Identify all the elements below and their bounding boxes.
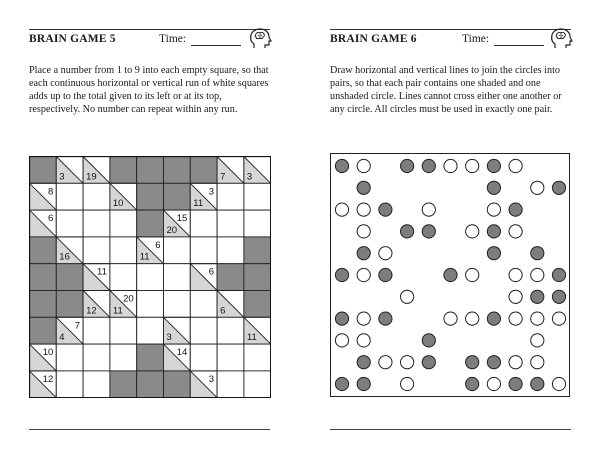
- kakuro-cell: [244, 157, 271, 184]
- unshaded-circle[interactable]: [357, 268, 370, 281]
- kakuro-cell: [164, 371, 191, 398]
- kakuro-cell: [30, 183, 57, 210]
- empty-cell[interactable]: [56, 183, 83, 210]
- empty-cell[interactable]: [244, 183, 271, 210]
- kakuro-cell[interactable]: [244, 371, 271, 398]
- kakuro-cell[interactable]: [244, 210, 271, 237]
- shaded-circle[interactable]: [487, 181, 500, 194]
- kakuro-cell: [137, 183, 164, 210]
- blocked-cell: [56, 291, 83, 318]
- empty-cell[interactable]: [137, 291, 164, 318]
- kakuro-cell[interactable]: [217, 371, 244, 398]
- kakuro-cell: [110, 183, 137, 210]
- kakuro-cell: [56, 317, 83, 344]
- unshaded-circle[interactable]: [357, 159, 370, 172]
- unshaded-circle[interactable]: [379, 247, 392, 260]
- empty-cell[interactable]: [217, 344, 244, 371]
- kakuro-cell: [244, 291, 271, 318]
- clue-across: 14: [176, 347, 188, 359]
- empty-cell[interactable]: [190, 317, 217, 344]
- kakuro-cell: [30, 210, 57, 237]
- kakuro-cell: [56, 291, 83, 318]
- clue-across: 15: [176, 213, 188, 225]
- shaded-circle[interactable]: [444, 268, 457, 281]
- clue-across: 6: [48, 213, 54, 225]
- kakuro-cell: [56, 237, 83, 264]
- unshaded-circle[interactable]: [509, 290, 522, 303]
- right-instructions: Draw horizontal and vertical lines to join the circles into pairs, so that each pair contains one shaded and one unshaded circle. Lines cannot cross either one another or any circle. All circles must be used in exactly one pair.: [330, 65, 562, 115]
- kakuro-cell: [110, 291, 137, 318]
- kakuro-cell: [217, 291, 244, 318]
- kakuro-cell[interactable]: [83, 210, 110, 237]
- shaded-circle[interactable]: [357, 247, 370, 260]
- unshaded-circle[interactable]: [357, 334, 370, 347]
- clue-across: 11: [97, 266, 107, 278]
- unshaded-circle[interactable]: [531, 312, 544, 325]
- blocked-cell: [110, 371, 137, 398]
- shaded-circle[interactable]: [335, 159, 348, 172]
- kakuro-cell[interactable]: [110, 344, 137, 371]
- kakuro-cell[interactable]: [83, 344, 110, 371]
- blocked-cell: [217, 264, 244, 291]
- clue-down: 7: [220, 171, 226, 183]
- left-instructions: Place a number from 1 to 9 into each empty square, so that each continuous horizontal or vertical run of white squares adds up to the total given to its left or at its top, respectively. No number can repeat within any run.: [29, 65, 269, 115]
- kakuro-cell: [190, 264, 217, 291]
- unshaded-circle[interactable]: [422, 203, 435, 216]
- kakuro-cell: [83, 291, 110, 318]
- empty-cell[interactable]: [110, 237, 137, 264]
- empty-cell[interactable]: [56, 210, 83, 237]
- kakuro-cell[interactable]: [217, 344, 244, 371]
- left-top-rule: [29, 29, 270, 30]
- shaded-circle[interactable]: [422, 334, 435, 347]
- kakuro-cell[interactable]: [190, 344, 217, 371]
- blocked-cell: [110, 157, 137, 184]
- kakuro-cell: [56, 264, 83, 291]
- kakuro-board: [29, 156, 271, 398]
- unshaded-circle[interactable]: [444, 312, 457, 325]
- clue-down: 10: [112, 198, 124, 210]
- empty-cell[interactable]: [244, 344, 271, 371]
- shaded-circle[interactable]: [401, 159, 414, 172]
- blocked-cell: [30, 317, 57, 344]
- kakuro-cell: [30, 371, 57, 398]
- clue-across: 6: [155, 239, 161, 251]
- kakuro-cell: [30, 157, 57, 184]
- clue-across: 3: [208, 186, 215, 198]
- shaded-circle[interactable]: [335, 377, 348, 390]
- kakuro-cell: [164, 157, 191, 184]
- empty-cell[interactable]: [83, 210, 110, 237]
- kakuro-cell: [30, 264, 57, 291]
- kakuro-cell: [30, 237, 57, 264]
- shaded-circle[interactable]: [335, 312, 348, 325]
- empty-cell[interactable]: [190, 210, 217, 237]
- shaded-circle[interactable]: [357, 181, 370, 194]
- clue-down: 3: [246, 171, 253, 183]
- unshaded-circle[interactable]: [531, 334, 544, 347]
- left-time-label: Time:: [159, 33, 187, 45]
- blocked-cell: [137, 157, 164, 184]
- blocked-cell: [244, 291, 271, 318]
- brain-head-icon: [549, 27, 573, 51]
- unshaded-circle[interactable]: [509, 356, 522, 369]
- shaded-circle[interactable]: [487, 312, 500, 325]
- shaded-circle[interactable]: [466, 377, 479, 390]
- blocked-cell: [137, 183, 164, 210]
- kakuro-cell[interactable]: [56, 183, 83, 210]
- right-header: [330, 33, 571, 51]
- kakuro-cell[interactable]: [56, 344, 83, 371]
- empty-cell[interactable]: [110, 317, 137, 344]
- empty-cell[interactable]: [244, 371, 271, 398]
- kakuro-cell: [190, 371, 217, 398]
- shaded-circle[interactable]: [487, 159, 500, 172]
- kakuro-cell: [244, 264, 271, 291]
- shaded-circle[interactable]: [552, 290, 565, 303]
- clue-down: 11: [193, 198, 204, 210]
- unshaded-circle[interactable]: [335, 203, 348, 216]
- left-time-field[interactable]: [191, 45, 241, 46]
- right-top-rule: [330, 29, 571, 30]
- clue-across: 8: [48, 186, 54, 198]
- clue-down: 6: [220, 305, 226, 317]
- blocked-cell: [30, 237, 57, 264]
- unshaded-circle[interactable]: [466, 312, 479, 325]
- blocked-cell: [244, 237, 271, 264]
- kakuro-cell[interactable]: [56, 371, 83, 398]
- shaded-circle[interactable]: [509, 377, 522, 390]
- kakuro-cell[interactable]: [83, 317, 110, 344]
- empty-cell[interactable]: [83, 317, 110, 344]
- right-title: BRAIN GAME 6: [330, 33, 417, 45]
- empty-cell[interactable]: [56, 344, 83, 371]
- blocked-cell: [56, 264, 83, 291]
- empty-cell[interactable]: [190, 237, 217, 264]
- kakuro-cell[interactable]: [137, 317, 164, 344]
- unshaded-circle[interactable]: [401, 356, 414, 369]
- shaded-circle[interactable]: [487, 247, 500, 260]
- empty-cell[interactable]: [83, 371, 110, 398]
- kakuro-cell[interactable]: [217, 183, 244, 210]
- empty-cell[interactable]: [217, 183, 244, 210]
- kakuro-cell: [137, 344, 164, 371]
- shaded-circle[interactable]: [531, 247, 544, 260]
- kakuro-cell[interactable]: [56, 210, 83, 237]
- clue-across: 20: [123, 293, 134, 305]
- unshaded-circle[interactable]: [357, 203, 370, 216]
- unshaded-circle[interactable]: [401, 377, 414, 390]
- kakuro-cell[interactable]: [110, 210, 137, 237]
- empty-cell[interactable]: [164, 264, 191, 291]
- unshaded-circle[interactable]: [466, 225, 479, 238]
- shaded-circle[interactable]: [401, 225, 414, 238]
- kakuro-cell[interactable]: [83, 183, 110, 210]
- kakuro-cell[interactable]: [110, 264, 137, 291]
- kakuro-cell: [217, 157, 244, 184]
- empty-cell[interactable]: [217, 371, 244, 398]
- kakuro-cell: [56, 157, 83, 184]
- clue-across: 12: [42, 373, 54, 385]
- empty-cell[interactable]: [110, 210, 137, 237]
- unshaded-circle[interactable]: [509, 159, 522, 172]
- brain-head-icon: [248, 27, 272, 51]
- shaded-circle[interactable]: [335, 268, 348, 281]
- kakuro-cell[interactable]: [110, 237, 137, 264]
- blocked-cell: [164, 183, 191, 210]
- blocked-cell: [30, 291, 57, 318]
- blocked-cell: [244, 264, 271, 291]
- clue-down: 11: [246, 332, 257, 344]
- unshaded-circle[interactable]: [509, 268, 522, 281]
- empty-cell[interactable]: [190, 344, 217, 371]
- left-bottom-rule: [29, 429, 270, 430]
- kakuro-cell[interactable]: [190, 237, 217, 264]
- shaded-circle[interactable]: [422, 225, 435, 238]
- shaded-circle[interactable]: [379, 203, 392, 216]
- unshaded-circle[interactable]: [357, 312, 370, 325]
- unshaded-circle[interactable]: [444, 159, 457, 172]
- kakuro-cell: [30, 291, 57, 318]
- clue-down: 11: [139, 251, 150, 263]
- right-time-field[interactable]: [494, 45, 544, 46]
- kakuro-cell[interactable]: [137, 264, 164, 291]
- unshaded-circle[interactable]: [531, 268, 544, 281]
- empty-cell[interactable]: [190, 291, 217, 318]
- unshaded-circle[interactable]: [552, 377, 565, 390]
- empty-cell[interactable]: [217, 210, 244, 237]
- clue-down: 20: [166, 224, 178, 236]
- clue-across: 6: [208, 266, 215, 278]
- shaded-circle[interactable]: [552, 268, 565, 281]
- kakuro-cell: [244, 317, 271, 344]
- shaded-circle[interactable]: [379, 268, 392, 281]
- clue-down: 19: [86, 171, 97, 183]
- kakuro-cell[interactable]: [137, 291, 164, 318]
- unshaded-circle[interactable]: [531, 181, 544, 194]
- kakuro-cell: [137, 371, 164, 398]
- empty-cell[interactable]: [244, 210, 271, 237]
- clue-down: 3: [166, 332, 172, 344]
- kakuro-cell: [164, 210, 191, 237]
- unshaded-circle[interactable]: [487, 377, 500, 390]
- blocked-cell: [30, 264, 57, 291]
- right-time-label: Time:: [462, 33, 490, 45]
- empty-cell[interactable]: [83, 183, 110, 210]
- unshaded-circle[interactable]: [552, 312, 565, 325]
- blocked-cell: [30, 157, 57, 184]
- shaded-circle[interactable]: [466, 356, 479, 369]
- empty-cell[interactable]: [110, 344, 137, 371]
- circle-board: [331, 154, 569, 396]
- clue-down: 16: [59, 251, 70, 263]
- unshaded-circle[interactable]: [379, 356, 392, 369]
- empty-cell[interactable]: [137, 264, 164, 291]
- unshaded-circle[interactable]: [509, 312, 522, 325]
- shaded-circle[interactable]: [509, 203, 522, 216]
- shaded-circle[interactable]: [552, 181, 565, 194]
- shaded-circle[interactable]: [487, 225, 500, 238]
- kakuro-cell: [164, 317, 191, 344]
- empty-cell[interactable]: [110, 264, 137, 291]
- unshaded-circle[interactable]: [466, 268, 479, 281]
- shaded-circle[interactable]: [357, 356, 370, 369]
- kakuro-cell: [30, 317, 57, 344]
- clue-across: 7: [74, 320, 81, 332]
- kakuro-cell: [110, 371, 137, 398]
- kakuro-cell: [190, 157, 217, 184]
- kakuro-cell[interactable]: [217, 317, 244, 344]
- empty-cell[interactable]: [217, 317, 244, 344]
- unshaded-circle[interactable]: [466, 159, 479, 172]
- kakuro-cell[interactable]: [83, 371, 110, 398]
- left-title: BRAIN GAME 5: [29, 33, 116, 45]
- right-bottom-rule: [330, 429, 571, 430]
- blocked-cell: [137, 371, 164, 398]
- kakuro-cell[interactable]: [164, 237, 191, 264]
- kakuro-cell[interactable]: [244, 183, 271, 210]
- kakuro-cell: [190, 183, 217, 210]
- blocked-cell: [137, 210, 164, 237]
- empty-cell[interactable]: [56, 371, 83, 398]
- kakuro-cell: [83, 264, 110, 291]
- unshaded-circle[interactable]: [401, 290, 414, 303]
- empty-cell[interactable]: [217, 237, 244, 264]
- kakuro-cell: [110, 157, 137, 184]
- kakuro-cell: [83, 157, 110, 184]
- shaded-circle[interactable]: [531, 290, 544, 303]
- kakuro-cell[interactable]: [190, 291, 217, 318]
- empty-cell[interactable]: [164, 291, 191, 318]
- clue-down: 12: [86, 305, 97, 317]
- clue-down: 4: [59, 332, 65, 344]
- blocked-cell: [164, 157, 191, 184]
- kakuro-cell[interactable]: [244, 344, 271, 371]
- blocked-cell: [190, 157, 217, 184]
- kakuro-cell: [217, 264, 244, 291]
- kakuro-cell[interactable]: [190, 317, 217, 344]
- clue-down: 3: [59, 171, 65, 183]
- clue-across: 10: [42, 347, 54, 359]
- kakuro-cell[interactable]: [164, 291, 191, 318]
- empty-cell[interactable]: [137, 317, 164, 344]
- unshaded-circle[interactable]: [335, 334, 348, 347]
- kakuro-cell[interactable]: [217, 210, 244, 237]
- kakuro-cell[interactable]: [217, 237, 244, 264]
- blocked-cell: [137, 344, 164, 371]
- left-header: [29, 33, 270, 51]
- kakuro-cell: [244, 237, 271, 264]
- empty-cell[interactable]: [83, 237, 110, 264]
- kakuro-cell: [137, 157, 164, 184]
- kakuro-cell[interactable]: [110, 317, 137, 344]
- clue-across: 3: [208, 373, 215, 385]
- circle-puzzle: [330, 153, 570, 397]
- shaded-circle[interactable]: [487, 356, 500, 369]
- unshaded-circle[interactable]: [357, 225, 370, 238]
- kakuro-cell[interactable]: [164, 264, 191, 291]
- kakuro-cell: [137, 237, 164, 264]
- shaded-circle[interactable]: [531, 377, 544, 390]
- clue-down: 11: [112, 305, 123, 317]
- shaded-circle[interactable]: [379, 312, 392, 325]
- kakuro-cell[interactable]: [190, 210, 217, 237]
- kakuro-cell: [30, 344, 57, 371]
- empty-cell[interactable]: [164, 237, 191, 264]
- shaded-circle[interactable]: [357, 377, 370, 390]
- shaded-circle[interactable]: [422, 356, 435, 369]
- unshaded-circle[interactable]: [531, 356, 544, 369]
- shaded-circle[interactable]: [422, 159, 435, 172]
- kakuro-cell: [164, 344, 191, 371]
- empty-cell[interactable]: [83, 344, 110, 371]
- unshaded-circle[interactable]: [487, 203, 500, 216]
- kakuro-cell[interactable]: [83, 237, 110, 264]
- blocked-cell: [164, 371, 191, 398]
- kakuro-cell: [164, 183, 191, 210]
- kakuro-grid: [29, 156, 271, 403]
- unshaded-circle[interactable]: [509, 225, 522, 238]
- kakuro-cell: [137, 210, 164, 237]
